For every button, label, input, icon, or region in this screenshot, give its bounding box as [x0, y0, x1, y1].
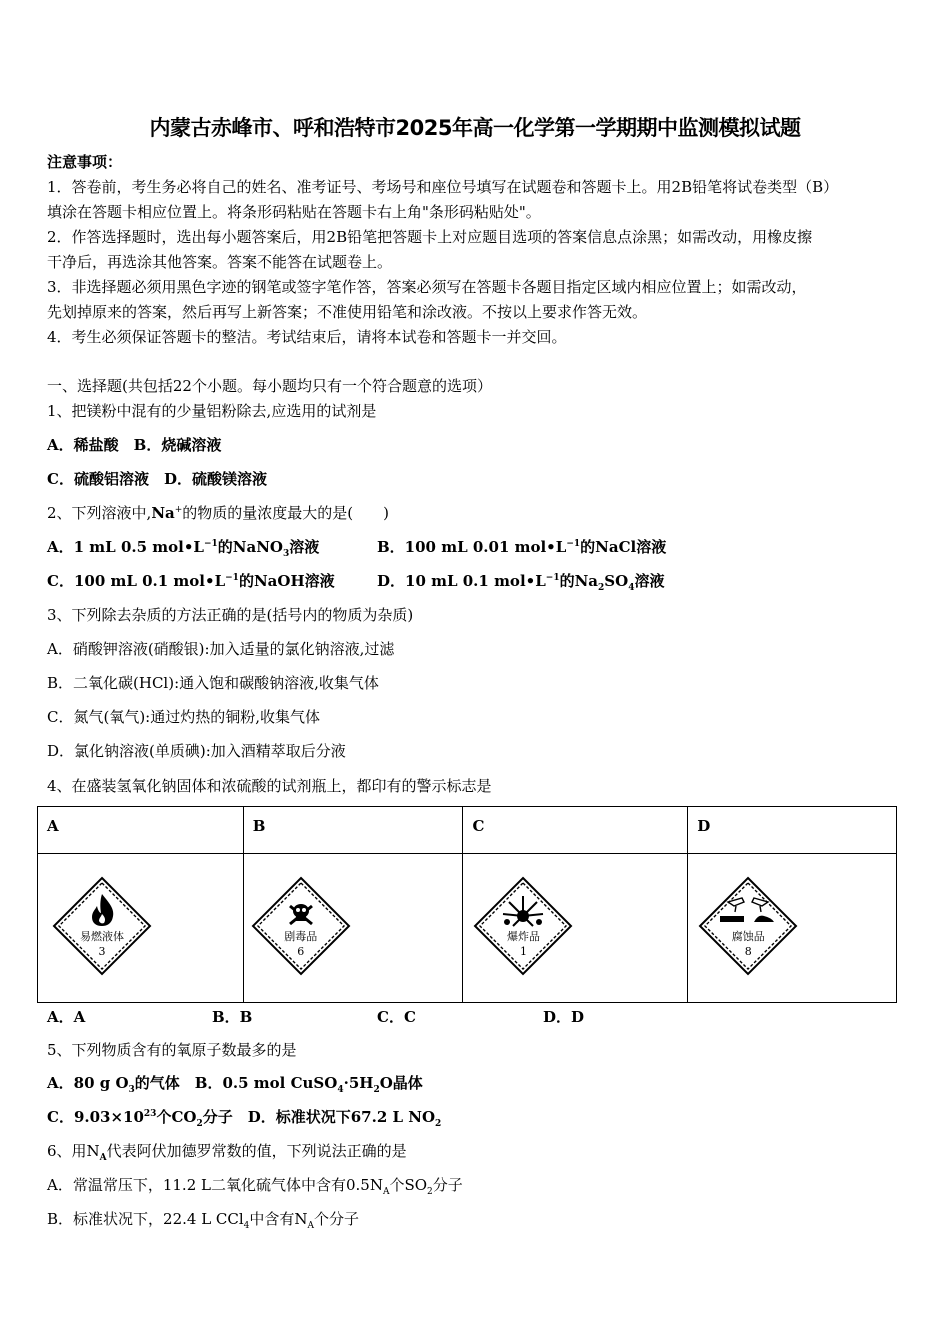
q2-option-d: D．10 mL 0.1 $mol•L^{-1}$的$Na_2SO_4$溶液 — [377, 572, 665, 593]
corrosive-sign: 腐蚀品 8 — [698, 876, 798, 976]
q6-option-a: A．常温常压下，11.2 L二氧化硫气体中含有$0.5N_A$个$SO_2$分子 — [47, 1176, 463, 1197]
note-2a: 2．作答选择题时，选出每小题答案后，用2B铅笔把答题卡上对应题目选项的答案信息点涂黑；如需改动，用橡皮擦 — [47, 228, 813, 246]
q2-option-b: B．100 mL 0.01 $mol•L^{-1}$的NaCl溶液 — [377, 538, 667, 556]
q6-option-b: B．标准状况下，22.4 L CCl$_4$中含有$N_A$个分子 — [47, 1210, 360, 1231]
sign-cell-c — [463, 854, 688, 1003]
note-2b: 干净后，再选涂其他答案。答案不能答在试题卷上。 — [47, 253, 393, 271]
q1-stem: 1、把镁粉中混有的少量铝粉除去,应选用的试剂是 — [47, 402, 377, 420]
q2-option-a: A．1 mL 0.5 $mol•L^{-1}$的NaNO$_3$溶液 — [47, 538, 320, 559]
q3-option-d: D．氯化钠溶液(单质碘):加入酒精萃取后分液 — [47, 742, 346, 760]
table-header-b: B — [243, 807, 463, 854]
table-header-c: C — [463, 807, 688, 854]
q3-stem: 3、下列除去杂质的方法正确的是(括号内的物质为杂质) — [47, 606, 414, 624]
page-title: 内蒙古赤峰市、呼和浩特市2025年高一化学第一学期期中监测模拟试题 — [149, 116, 801, 140]
q4-option-d: D．D — [543, 1008, 585, 1026]
q2-option-c: C．100 mL 0.1 $mol•L^{-1}$的NaOH溶液 — [47, 572, 335, 590]
note-1a: 1．答卷前，考生务必将自己的姓名、准考证号、考场号和座位号填写在试题卷和答题卡上。用2B铅笔将试卷类型（B） — [47, 178, 839, 196]
q1-options-ab: A．稀盐酸 B．烧碱溶液 — [47, 436, 222, 454]
q2-stem: 2、下列溶液中,Na+的物质的量浓度最大的是( ) — [47, 504, 390, 522]
q4-option-b: B．B — [212, 1008, 253, 1026]
sign-cell-a — [38, 854, 244, 1003]
q4-stem: 4、在盛装氢氧化钠固体和浓硫酸的试剂瓶上，都印有的警示标志是 — [47, 777, 492, 795]
table-header-a: A — [38, 807, 244, 854]
q3-option-a: A．硝酸钾溶液(硝酸银):加入适量的氯化钠溶液,过滤 — [47, 640, 395, 658]
q3-option-c: C．氮气(氧气):通过灼热的铜粉,收集气体 — [47, 708, 321, 726]
hazard-sign-table — [37, 806, 897, 1003]
section-heading: 一、选择题(共包括22个小题。每小题均只有一个符合题意的选项） — [47, 377, 492, 395]
q6-stem: 6、用$N_A$代表阿伏加德罗常数的值，下列说法正确的是 — [47, 1142, 407, 1163]
q3-option-b: B．二氧化碳(HCl):通入饱和碳酸钠溶液,收集气体 — [47, 674, 379, 692]
q4-option-c: C．C — [377, 1008, 416, 1026]
q5-options-cd: C．$9.03\times 10^{23}$个$CO_2$分子 D．标准状况下67.2 L $NO_2$ — [47, 1108, 442, 1129]
q5-stem: 5、下列物质含有的氧原子数最多的是 — [47, 1041, 297, 1059]
explosive-sign: 爆炸品 1 — [473, 876, 573, 976]
toxic-sign: 剧毒品 6 — [251, 876, 351, 976]
note-3b: 先划掉原来的答案，然后再写上新答案；不准使用铅笔和涂改液。不按以上要求作答无效。 — [47, 303, 648, 321]
flammable-liquid-sign: 易燃液体 3 — [52, 876, 152, 976]
table-header-d: D — [688, 807, 897, 854]
note-3a: 3．非选择题必须用黑色字迹的钢笔或签字笔作答，答案必须写在答题卡各题目指定区域内相应位置上；如需改动， — [47, 278, 807, 296]
note-1b: 填涂在答题卡相应位置上。将条形码粘贴在答题卡右上角"条形码粘贴处"。 — [47, 203, 541, 221]
sign-cell-d — [688, 854, 897, 1003]
notes-heading: 注意事项： — [47, 153, 123, 171]
q5-options-ab: A．80 g $O_3$的气体 B．0.5 mol $CuSO_4\cdot 5H_2O$晶体 — [47, 1074, 423, 1095]
q1-options-cd: C．硫酸铝溶液 D．硫酸镁溶液 — [47, 470, 267, 488]
sign-cell-b — [243, 854, 463, 1003]
note-4: 4．考生必须保证答题卡的整洁。考试结束后，请将本试卷和答题卡一并交回。 — [47, 328, 567, 346]
q4-option-a: A．A — [47, 1008, 86, 1026]
